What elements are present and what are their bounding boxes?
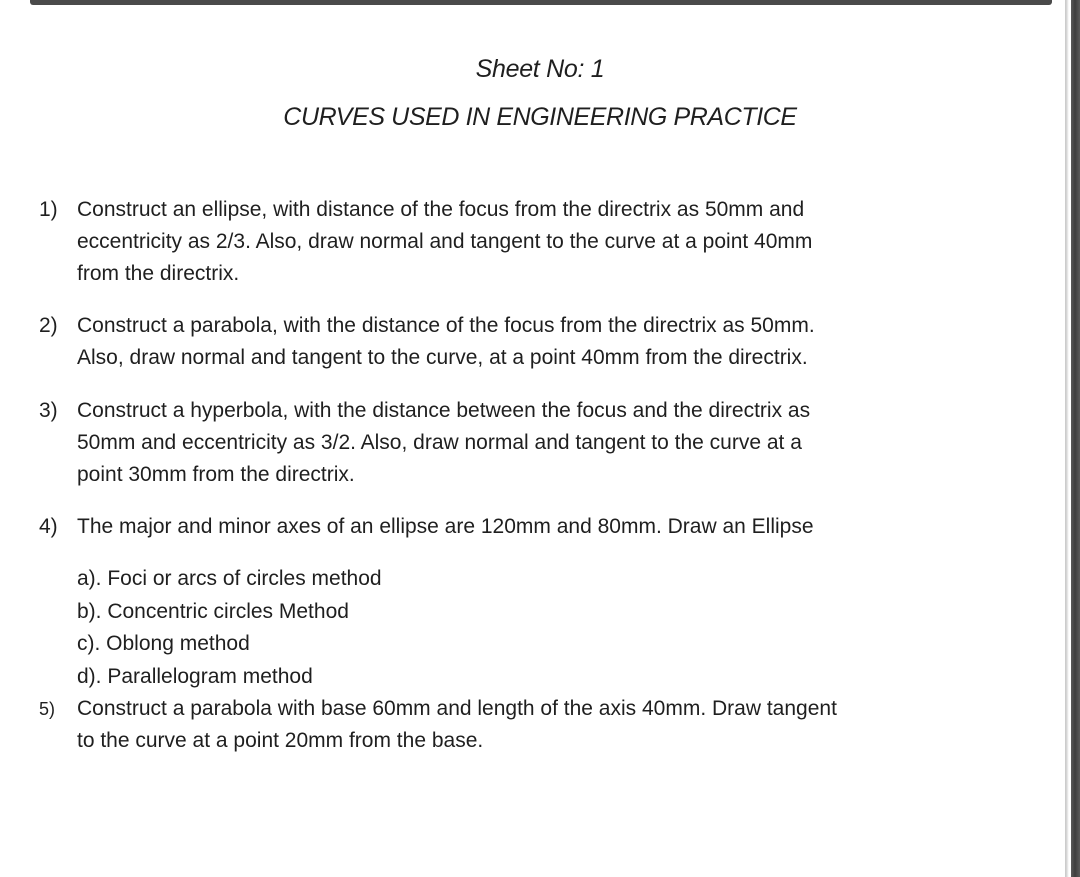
question-line: to the curve at a point 20mm from the base.: [77, 729, 484, 752]
sheet-number: Sheet No: 1: [475, 55, 605, 83]
question-line: Also, draw normal and tangent to the curve, at a point 40mm from the directrix.: [77, 346, 808, 369]
sheet-title: CURVES USED IN ENGINEERING PRACTICE: [283, 103, 797, 131]
list-item: c). Oblong method: [77, 632, 250, 655]
question-line: The major and minor axes of an ellipse are 120mm and 80mm. Draw an Ellipse: [77, 515, 814, 538]
method-list: [77, 563, 877, 693]
question-4: [39, 511, 939, 543]
list-item: d). Parallelogram method: [77, 664, 313, 688]
question-text: [77, 395, 939, 491]
question-1: [39, 194, 939, 290]
question-line: eccentricity as 2/3. Also, draw normal and tangent to the curve at a point 40mm: [77, 230, 813, 253]
page-top-border: [30, 0, 1052, 5]
list-item: a). Foci or arcs of circles method: [77, 567, 382, 590]
question-line: Construct a hyperbola, with the distance between the focus and the directrix as: [77, 399, 811, 422]
question-line: point 30mm from the directrix.: [77, 463, 355, 486]
question-2: [39, 310, 939, 374]
question-3: [39, 395, 939, 491]
question-line: Construct a parabola with base 60mm and length of the axis 40mm. Draw tangent: [77, 697, 837, 720]
question-number: 4): [39, 515, 58, 538]
question-text: [77, 310, 939, 374]
question-number: 5): [39, 699, 56, 719]
question-number: 1): [39, 198, 58, 221]
question-line: from the directrix.: [77, 262, 240, 285]
list-item: b). Concentric circles Method: [77, 599, 349, 623]
question-5: [39, 693, 939, 757]
question-number: 2): [39, 314, 58, 337]
question-number: 3): [39, 399, 58, 422]
question-line: Construct a parabola, with the distance of the focus from the directrix as 50mm.: [77, 314, 815, 337]
question-text: [77, 194, 939, 290]
question-line: Construct an ellipse, with distance of the focus from the directrix as 50mm and: [77, 198, 805, 221]
question-line: 50mm and eccentricity as 3/2. Also, draw normal and tangent to the curve at a: [77, 431, 802, 454]
question-text: [77, 511, 939, 543]
question-text: [77, 693, 939, 757]
